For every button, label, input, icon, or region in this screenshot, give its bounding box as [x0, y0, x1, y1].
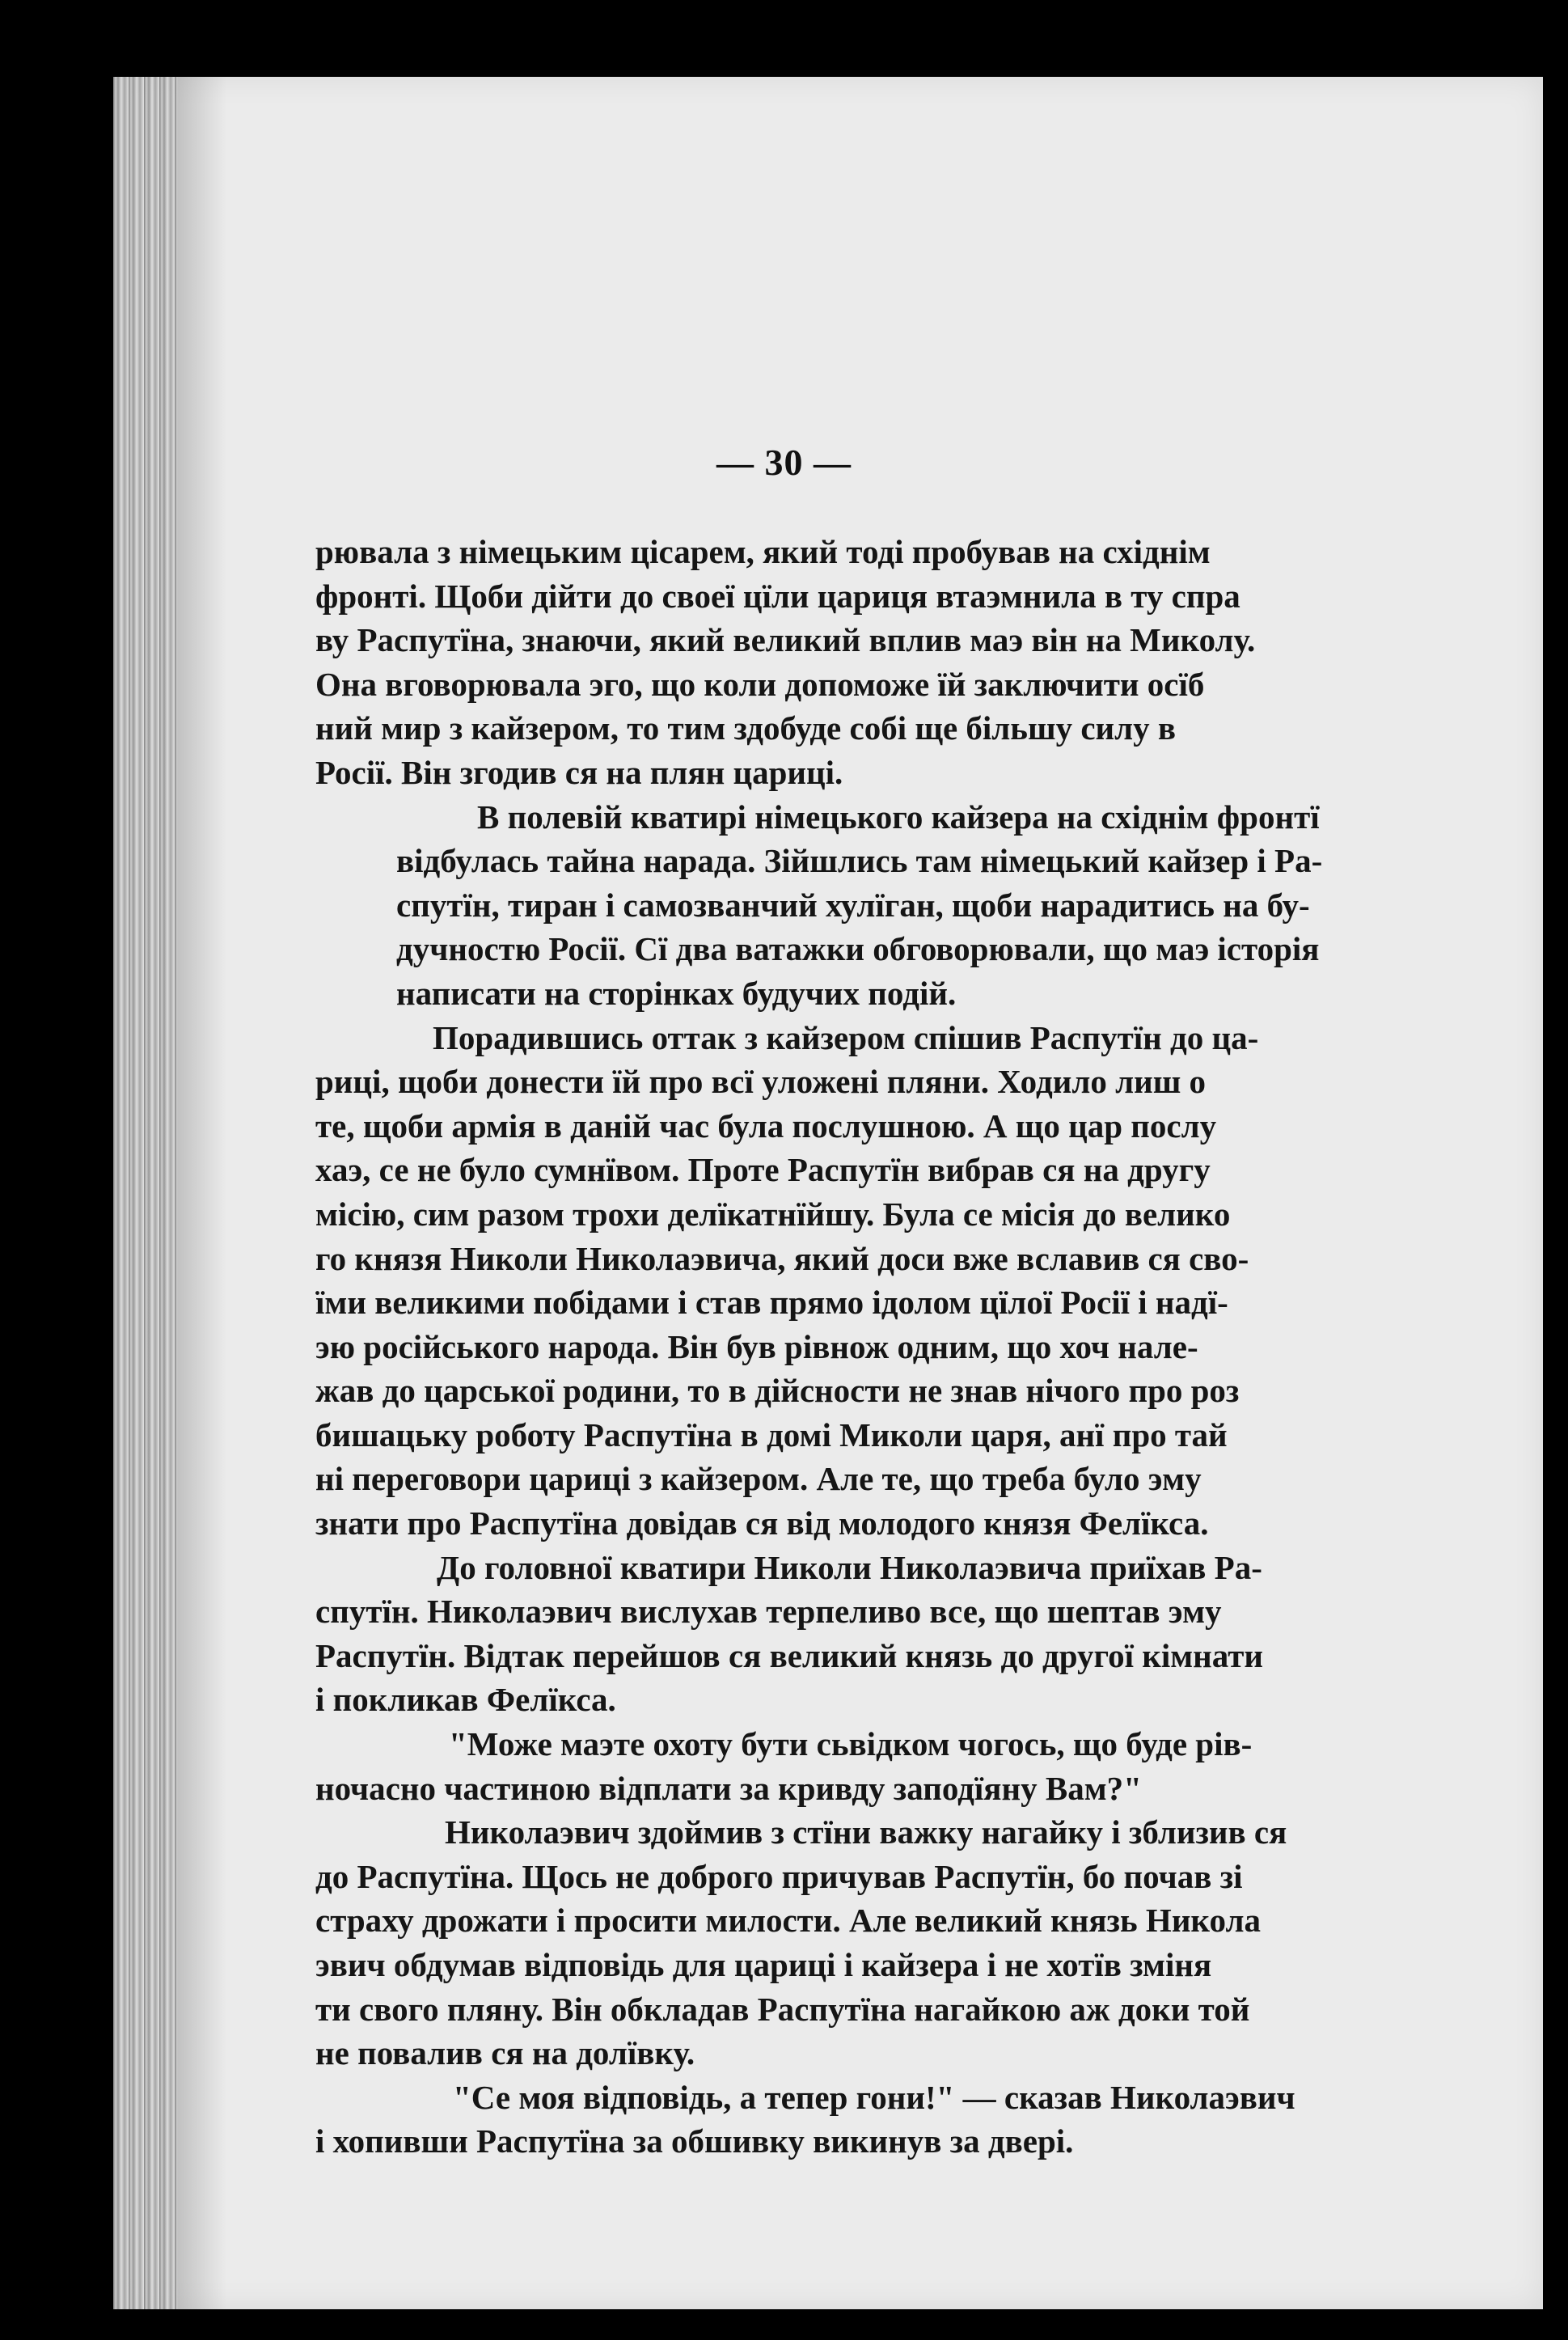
text-line: В полевій кватирі німецького кайзера на східнім фронтї — [477, 798, 1320, 836]
gutter-shadow — [178, 77, 226, 2309]
text-line: хаэ, се не було сумнївом. Проте Распутїн вибрав ся на другу — [315, 1151, 1211, 1189]
text-line: їми великими побідами і став прямо ідолом цїлої Росії і надї- — [315, 1284, 1228, 1322]
text-line: риці, щоби донести їй про всї уложені пляни. Ходило лиш о — [315, 1063, 1207, 1101]
text-line: те, щоби армія в даній час була послушною. А що цар послу — [315, 1107, 1217, 1145]
text-line: ти свого пляну. Він обкладав Распутїна нагайкою аж доки той — [315, 1990, 1250, 2028]
text-line: знати про Распутїна довідав ся від молодого князя Фелїкса. — [315, 1504, 1209, 1542]
paragraph — [315, 795, 1464, 1016]
text-line: фронті. Щоби дійти до своеї цїли цариця втаэмнила в ту спра — [315, 577, 1240, 615]
text-line: "Се моя відповідь, а тепер гони!" — сказав Николаэвич — [453, 2078, 1295, 2116]
text-line: місію, сим разом трохи делїкатнїйшу. Була се місія до велико — [315, 1195, 1231, 1233]
text-line: ні переговори цариці з кайзером. Але те, що треба було эму — [315, 1460, 1202, 1498]
text-line: страху дрожати і просити милости. Але великий князь Никола — [315, 1902, 1261, 1940]
paragraph — [315, 1546, 1464, 1722]
book-spine-shadow — [113, 77, 178, 2309]
paragraph — [315, 1016, 1464, 1546]
text-line: бишацьку роботу Распутїна в домі Миколи царя, анї про тай — [315, 1415, 1228, 1454]
text-line: ний мир з кайзером, то тим здобуде собі ще більшу силу в — [315, 709, 1177, 747]
text-line: "Може маэте охоту бути сьвідком чогось, що буде рів- — [449, 1725, 1253, 1763]
paragraph — [315, 1722, 1464, 1810]
text-line: Распутїн. Відтак перейшов ся великий князь до другої кімнати — [315, 1636, 1263, 1674]
text-line: відбулась тайна нарада. Зійшлись там німецький кайзер і Ра- — [396, 842, 1323, 880]
page-number: — 30 — — [716, 442, 852, 483]
text-line: спутїн. Николаэвич вислухав терпеливо все, що шептав эму — [315, 1593, 1222, 1631]
text-line: спутїн, тиран і самозванчий хулїган, щоби нарадитись на бу- — [396, 886, 1310, 924]
text-line: Она вговорювала эго, що коли допоможе їй заключити осїб — [315, 665, 1205, 703]
paragraph — [315, 1810, 1464, 2076]
text-line: дучностю Росії. Сї два ватажки обговорювали, що маэ історія — [396, 930, 1320, 968]
text-line: і покликав Фелїкса. — [315, 1681, 616, 1719]
text-line: не повалив ся на долївку. — [315, 2034, 695, 2072]
text-line: До головної кватири Николи Николаэвича приїхав Ра- — [437, 1548, 1262, 1586]
text-line: жав до царської родини, то в дійсности не знав нічого про роз — [315, 1372, 1240, 1410]
text-line: го князя Николи Николаэвича, який доси вже вславив ся сво- — [315, 1239, 1249, 1277]
text-line: эю російського народа. Він був рівнож одним, що хоч нале- — [315, 1327, 1198, 1365]
text-line: эвич обдумав відповідь для цариці і кайзера і не хотїв зміня — [315, 1946, 1212, 1983]
paragraph — [315, 2076, 1464, 2164]
body-text — [315, 530, 1464, 2164]
text-line: рювала з німецьким цісарем, який тоді пробував на східнім — [315, 533, 1211, 570]
text-line: ночасно частиною відплати за кривду заподїяну Вам?" — [315, 1769, 1142, 1807]
text-line: Порадившись оттак з кайзером спішив Распутїн до ца- — [433, 1018, 1259, 1056]
text-line: Николаэвич здоймив з стїни важку нагайку і зблизив ся — [445, 1813, 1287, 1851]
text-line: Росії. Він згодив ся на плян цариці. — [315, 753, 843, 791]
text-line: до Распутїна. Щось не доброго причував Распутїн, бо почав зі — [315, 1857, 1243, 1895]
text-line: і хопивши Распутїна за обшивку викинув за двері. — [315, 2122, 1074, 2160]
text-line: ву Распутїна, знаючи, який великий вплив маэ він на Миколу. — [315, 621, 1256, 659]
text-line: написати на сторінках будучих подій. — [396, 974, 957, 1012]
paragraph — [315, 530, 1464, 795]
